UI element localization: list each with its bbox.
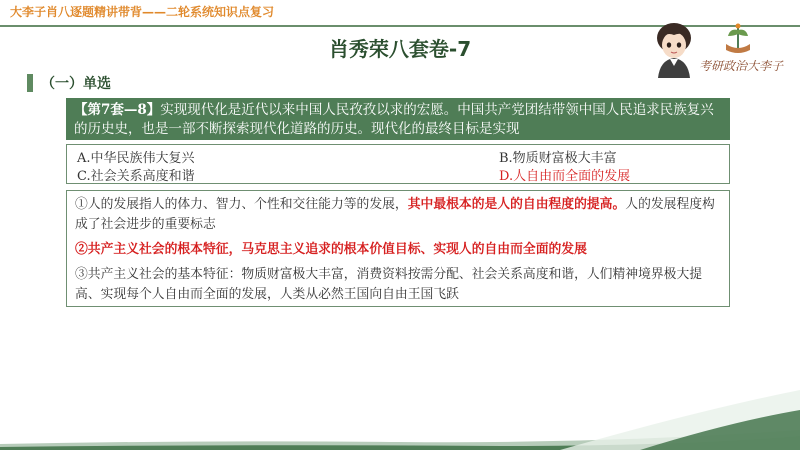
explanation-point-2: ②共产主义社会的根本特征，马克思主义追求的根本价值目标、实现人的自由而全面的发展 (75, 242, 587, 257)
bottom-wave-decoration (0, 370, 800, 450)
explanation-point-1 (75, 195, 721, 235)
question-text: 实现现代化是近代以来中国人民孜孜以求的宏愿。中国共产党团结带领中国人民追求民族复兴的历史史，也是一部不断探索现代化道路的历史。现代化的最终目标是实现 (74, 102, 714, 137)
question-box (66, 98, 730, 140)
option-b: B.物质财富极大丰富 (499, 151, 617, 166)
explanation-point-1-tail: 人的发展程度构成了社会进步的重要标志 (75, 197, 715, 232)
page-title: 肖秀荣八套卷-7 (328, 37, 472, 61)
option-d-correct: D.人自由而全面的发展 (499, 169, 631, 184)
section-marker (27, 74, 33, 92)
logo-text: 考研政治大李子 (699, 59, 784, 73)
option-a: A.中华民族伟大复兴 (77, 151, 195, 166)
explanation-point-1-text: ①人的发展指人的体力、智力、个性和交往能力等的发展， (75, 197, 408, 212)
option-c: C.社会关系高度和谐 (77, 169, 195, 184)
series-title: 大李子肖八逐题精讲带背——二轮系统知识点复习 (10, 5, 275, 19)
section-title: （一）单选 (41, 76, 111, 92)
explanation-point-1-highlight: 其中最根本的是人的自由程度的提高。 (407, 197, 626, 212)
explanation-box (66, 190, 730, 307)
section-header (27, 73, 111, 93)
explanation-point-3: ③共产主义社会的基本特征：物质财富极大丰富，消费资料按需分配、社会关系高度和谐，人们精神境界极大提高、实现每个人自由而全面的发展，人类从必然王国向自由王国飞跃 (75, 267, 703, 302)
options-box (66, 144, 730, 184)
emblem-icon (726, 24, 750, 54)
question-tag: 【第7套—8】 (74, 102, 161, 118)
